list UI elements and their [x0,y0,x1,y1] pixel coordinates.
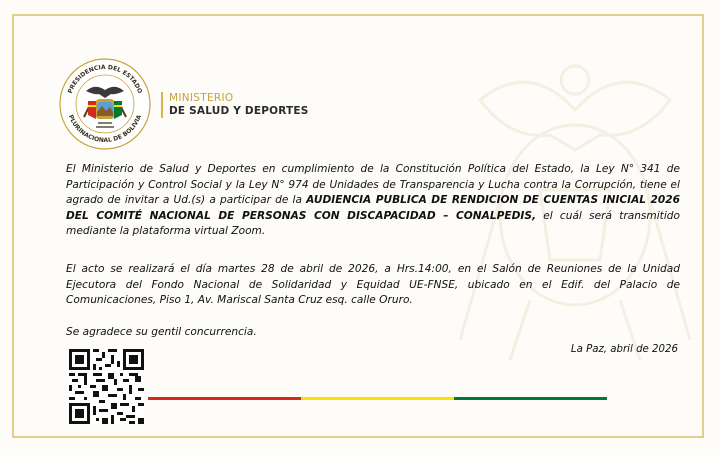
ministry-name-line1: MINISTERIO [169,92,234,104]
invitation-paragraph [66,162,680,240]
invitation-intro: El Ministerio de Salud y Deportes en cumplimiento de la Constitución Política del Estado, la Ley N° 341 de Participación y Control Social y la Ley N° 974 de Unidades de Transparencia y Lucha contra la Corrupción, tiene el agrado de invitar a Ud.(s) a participar de la [66,163,680,206]
seal-ring-bottom-text: PLURINACIONAL DE BOLIVIA [66,113,144,145]
event-title: AUDIENCIA PUBLICA DE RENDICION DE CUENTAS INICIAL 2026 DEL COMITÉ NACIONAL DE PERSONAS CON DISCAPACIDAD – CONALPEDIS, [66,194,680,222]
seal-ring-top-text: PRESIDENCIA DEL ESTADO [66,63,144,95]
flag-stripe-green [454,397,607,400]
flag-stripe-red [148,397,301,400]
invitation-outro: el cuál será transmitido mediante la plataforma virtual Zoom. [66,209,680,237]
event-details-paragraph: El acto se realizará el día martes 28 de abril de 2026, a Hrs.14:00, en el Salón de Reuniones de la Unidad Ejecutora del Fondo Nacional de Solidaridad y Equidad UE-FNSE, ubicado en el Edif. del Palacio de Comunicaciones, Piso 1, Av. Mariscal Santa Cruz esq. calle Oruro. [66,263,680,306]
flag-stripe-yellow [301,397,454,400]
presidency-seal-logo [58,57,152,151]
closing-paragraph: Se agradece su gentil concurrencia. [66,326,257,338]
place-date: La Paz, abril de 2026 [570,344,678,355]
qr-code[interactable] [69,349,144,424]
ministry-name-line2: DE SALUD Y DEPORTES [169,105,309,117]
header-divider [161,92,163,118]
